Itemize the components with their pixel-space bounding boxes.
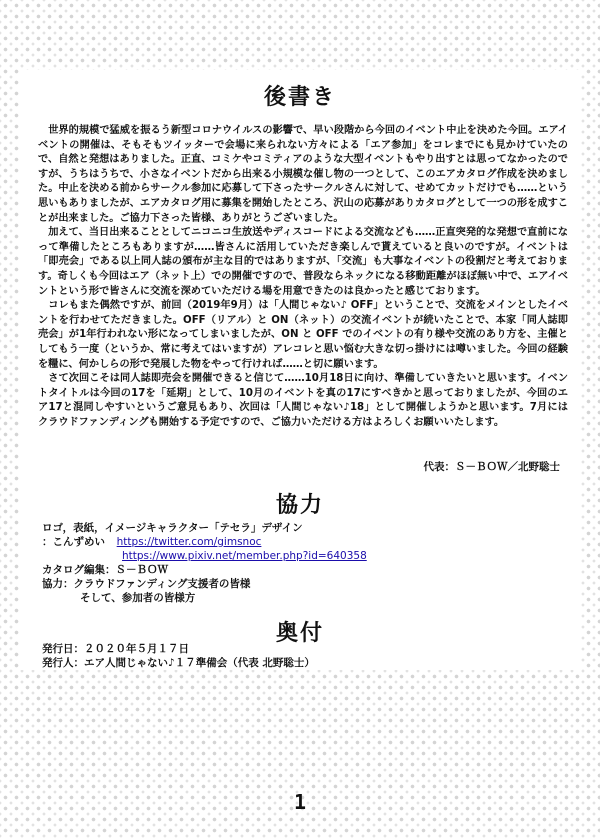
pixiv-link[interactable]: https://www.pixiv.net/member.php?id=640358: [122, 550, 367, 562]
twitter-link[interactable]: https://twitter.com/gimsnoc: [116, 536, 262, 548]
page-number: 1: [293, 790, 307, 814]
support-credit-2: そして、参加者の皆様方: [80, 592, 196, 604]
cooperation-credits: [42, 521, 562, 605]
publish-date: 発行日：２０２０年５月１７日: [42, 643, 189, 655]
paragraph: 世界的規模で猛威を振るう新型コロナウイルスの影響で、早い段階から今回のイベント中止を決めた今回。エアイベントの開催は、そもそもツイッターで会場に来られない方々による「エア参加」をコレまでにも見かけていたので、自然と発想はありました。正直、コミケやコミティアのような大型イベントもやり出すとは思ってなかったのですが、うちはうちで、小さなイベントだから出来る小規模な催し物の一つとして、このエアカタログ作成を決めました。中止を決める前からサークル参加に応募して下さったサークルさんに対して、せめてカットだけでも……という思いもありましたが、エアカタログ用に募集を開始したところ、沢山の応募がありカタログとして一つの形を成すことが出来ました。ご協力下さった皆様、ありがとうございました。: [38, 125, 568, 224]
colophon-details: [42, 642, 562, 670]
paragraph: さて次回こそは同人誌即売会を開催できると信じて……10月18日に向け、準備していきたいと思います。イベントタイトルは今回の17を「延期」として、10月のイベントを真の17にすべきかと思っておりましたが、今回のエア17と混同しやすいというご意見もあり、次回は「人間じゃない♪18」として開催しようかと思います。7月にはクラウドファンディングも開始する予定ですので、ご協力いただける方はよろしくお願いいたします。: [38, 373, 568, 428]
logo-credit: ロゴ，表紙，イメージキャラクター「テセラ」デザイン: [42, 522, 303, 534]
support-credit: 協力：クラウドファンディング支援者の皆様: [42, 578, 251, 590]
catalog-credit: カタログ編集：Ｓ－ＢＯＷ: [42, 564, 168, 576]
afterword-body: [38, 124, 568, 430]
paragraph: 加えて、当日出来ることとしてニコニコ生放送やディスコードによる交流なども……正直突発的な発想で直前になって準備したところもありますが……皆さんに活用していただき楽しんで貰えていると良いのですが。イベントは「即売会」である以上同人誌の頒布が主な目的ではありますが、「交流」も大事なイベントの役割だと考えております。奇しくも今回はエア（ネット上）での開催ですので、普段ならネックになる移動距離がほぼ無い中で、エアイベントという形で皆さんに交流を深めていただける場を用意できたのは良かったと感じております。: [38, 227, 568, 297]
artist-row: [42, 535, 562, 549]
pixiv-row: [42, 549, 562, 563]
paragraph: コレもまた偶然ですが、前回（2019年9月）は「人間じゃない♪ OFF」ということで、交流をメインとしたイベントを行わせてただきました。OFF（リアル）と ON（ネット）の交流イベントが続いたことで、本家「同人誌即売会」が1年行われない形になってしまいましたが、ON と OFF でのイベントの有り様や交流のあり方を、主催としてもう一度（というか、常に考えてはいますが）アレコレと思い悩む大きな切っ掛けには噂いました。今回の経験を糧に、何かしらの形で発展した物をやって行ければ……と切に願います。: [38, 300, 568, 370]
colophon-heading: 奥付: [275, 621, 324, 646]
page-title: 後書き: [263, 85, 336, 110]
artist-name: ：こんずめい: [42, 536, 105, 548]
cooperation-heading: 協力: [275, 493, 324, 518]
publisher: 発行人：エア人間じゃない♪１７準備会（代表 北野聡士）: [42, 657, 315, 669]
signature: 代表：Ｓ－ＢＯＷ／北野聡士: [423, 461, 560, 473]
